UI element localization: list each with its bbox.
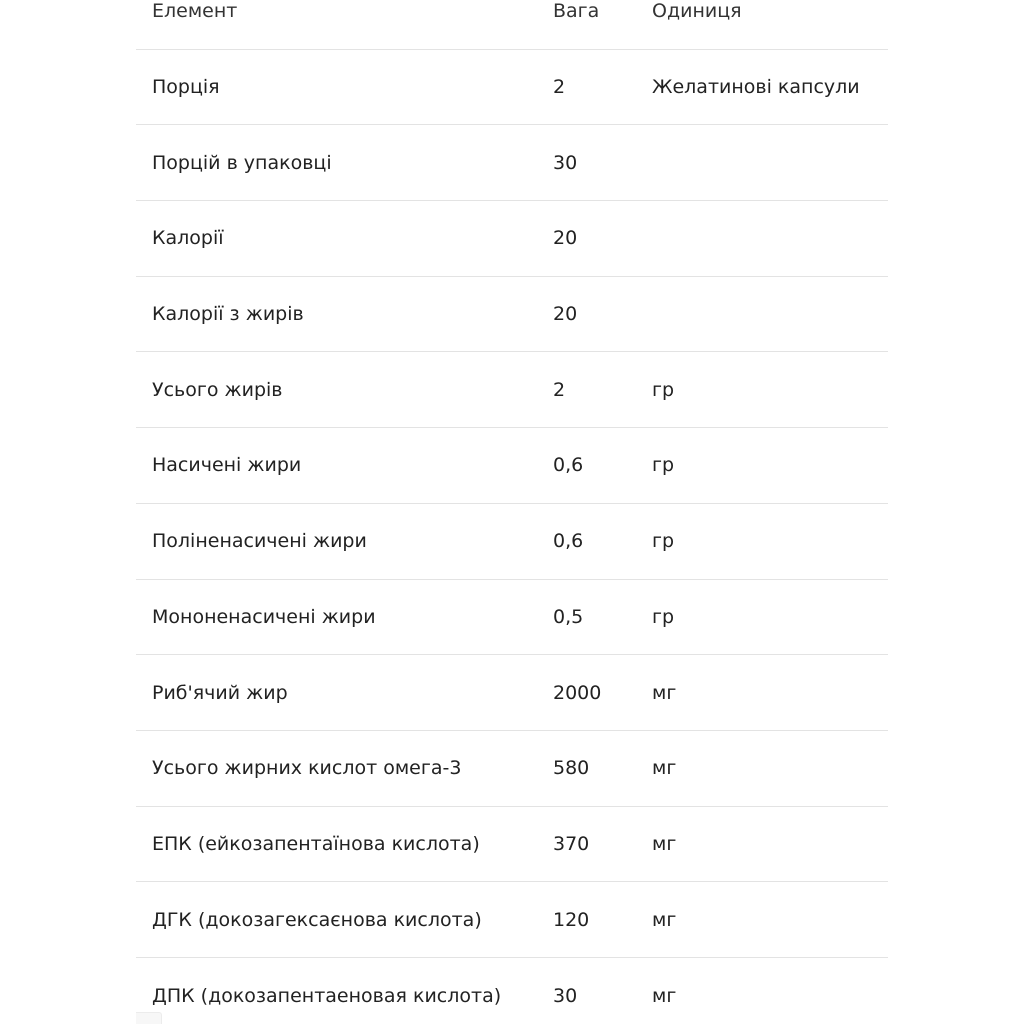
table-header-row <box>136 0 888 50</box>
header-element: Елемент <box>152 0 238 23</box>
nutrition-table <box>136 0 888 1024</box>
cell-unit: мг <box>652 908 677 931</box>
table-row <box>136 277 888 353</box>
table-row <box>136 201 888 277</box>
table-row <box>136 882 888 958</box>
cell-weight: 20 <box>553 303 578 326</box>
cell-weight: 0,6 <box>553 454 584 477</box>
table-row <box>136 504 888 580</box>
cell-weight: 2000 <box>553 681 602 704</box>
table-row <box>136 50 888 126</box>
cell-unit: мг <box>652 984 677 1007</box>
table-row <box>136 731 888 807</box>
cell-element: Насичені жири <box>152 454 302 477</box>
cell-weight: 370 <box>553 832 590 855</box>
header-weight: Вага <box>553 0 600 23</box>
cell-element: ДПК (докозапентаеновая кислота) <box>152 984 502 1007</box>
cell-element: Усього жирних кислот омега-3 <box>152 757 462 780</box>
header-unit: Одиниця <box>652 0 742 23</box>
cell-weight: 0,5 <box>553 605 584 628</box>
cell-unit: мг <box>652 681 677 704</box>
cell-weight: 30 <box>553 984 578 1007</box>
cell-element: Поліненасичені жири <box>152 530 367 553</box>
cell-element: Усього жирів <box>152 378 283 401</box>
cell-element: ЕПК (ейкозапентаїнова кислота) <box>152 832 480 855</box>
cell-unit: гр <box>652 454 675 477</box>
cell-unit: гр <box>652 530 675 553</box>
table-row <box>136 125 888 201</box>
cell-unit: мг <box>652 832 677 855</box>
cell-weight: 0,6 <box>553 530 584 553</box>
cell-element: Мононенасичені жири <box>152 605 376 628</box>
table-row <box>136 958 888 1024</box>
cell-weight: 2 <box>553 76 566 99</box>
table-row <box>136 580 888 656</box>
table-row <box>136 655 888 731</box>
cell-unit: Желатинові капсули <box>652 76 860 99</box>
cell-weight: 120 <box>553 908 590 931</box>
table-row <box>136 428 888 504</box>
cell-weight: 20 <box>553 227 578 250</box>
cell-unit: гр <box>652 378 675 401</box>
cell-weight: 2 <box>553 378 566 401</box>
cell-element: Калорії <box>152 227 224 250</box>
cell-element: Порцій в упаковці <box>152 151 332 174</box>
cell-element: Порція <box>152 76 220 99</box>
cell-element: Риб'ячий жир <box>152 681 288 704</box>
cell-unit: мг <box>652 757 677 780</box>
cell-element: Калорії з жирів <box>152 303 304 326</box>
cell-element: ДГК (докозагексаєнова кислота) <box>152 908 482 931</box>
cell-weight: 30 <box>553 151 578 174</box>
table-row <box>136 807 888 883</box>
cell-unit: гр <box>652 605 675 628</box>
scroll-corner-widget <box>136 1012 162 1024</box>
cell-weight: 580 <box>553 757 590 780</box>
table-row <box>136 352 888 428</box>
